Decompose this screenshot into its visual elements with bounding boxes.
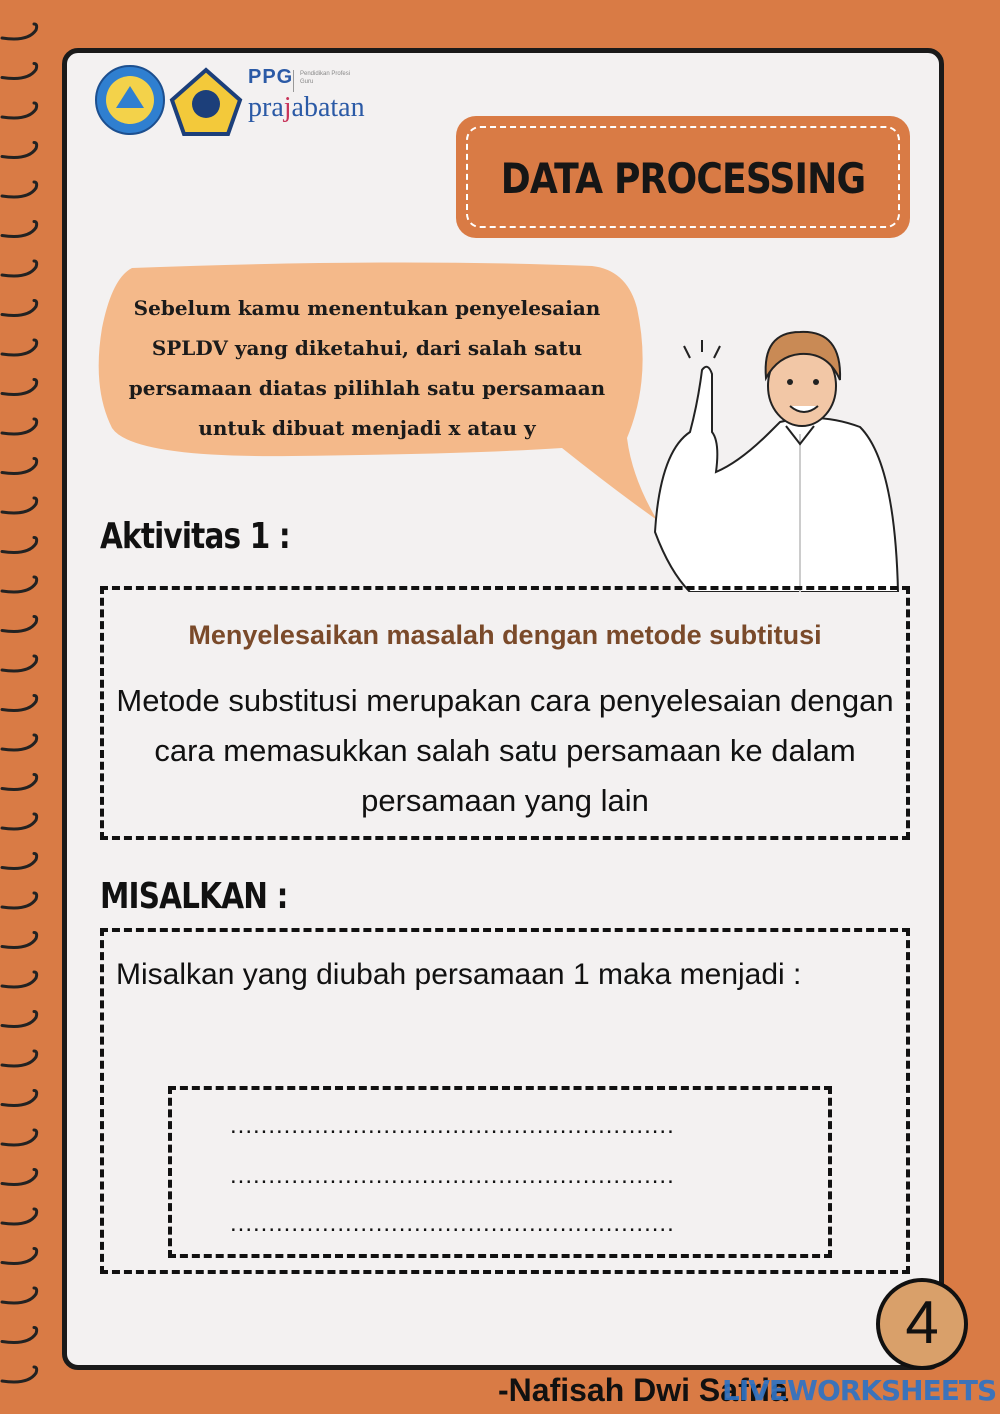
spiral-ring bbox=[2, 656, 37, 671]
spiral-ring bbox=[2, 893, 37, 908]
spiral-ring bbox=[2, 64, 37, 79]
spiral-ring bbox=[2, 577, 37, 592]
definition-title: Menyelesaikan masalah dengan metode subtitusi bbox=[188, 620, 822, 650]
ppg-logo-subtext: Pendidikan Profesi Guru bbox=[300, 71, 351, 85]
spiral-ring bbox=[2, 1051, 37, 1066]
spiral-ring bbox=[2, 261, 37, 276]
spiral-ring bbox=[2, 103, 37, 118]
spiral-ring bbox=[2, 380, 37, 395]
spiral-ring bbox=[2, 1130, 37, 1145]
spiral-ring bbox=[2, 143, 37, 158]
author-credit: -Nafisah Dwi Safria bbox=[498, 1372, 788, 1408]
liveworksheets-watermark: LIVEWORKSHEETS bbox=[722, 1374, 997, 1407]
definition-text: Metode substitusi merupakan cara penyelesaian dengan cara memasukkan salah satu persamaan ke dalam persamaan yang lain bbox=[116, 683, 894, 818]
spiral-ring bbox=[2, 222, 37, 237]
spiral-ring bbox=[2, 498, 37, 513]
spiral-ring bbox=[2, 617, 37, 632]
spiral-ring bbox=[2, 459, 37, 474]
spiral-ring bbox=[2, 1367, 37, 1382]
example-heading: MISALKAN : bbox=[100, 876, 288, 917]
spiral-ring bbox=[2, 1328, 37, 1343]
ppg-logo-text: PPG bbox=[248, 66, 294, 88]
spiral-ring bbox=[2, 1091, 37, 1106]
page-number-badge: 4 bbox=[876, 1278, 968, 1370]
spiral-ring bbox=[2, 1249, 37, 1264]
spiral-ring bbox=[2, 735, 37, 750]
spiral-ring bbox=[2, 854, 37, 869]
spiral-ring bbox=[2, 1288, 37, 1303]
answer-line[interactable]: .......................................................... bbox=[230, 1112, 675, 1139]
spiral-ring bbox=[2, 340, 37, 355]
logo-separator bbox=[293, 70, 294, 92]
spiral-ring bbox=[2, 538, 37, 553]
example-text: Misalkan yang diubah persamaan 1 maka menjadi : bbox=[116, 958, 802, 991]
spiral-ring bbox=[2, 1209, 37, 1224]
spiral-ring bbox=[2, 972, 37, 987]
definition-box bbox=[100, 586, 910, 840]
prajabatan-logo-text: prajabatan bbox=[248, 92, 365, 123]
answer-line[interactable]: .......................................................... bbox=[230, 1210, 675, 1237]
activity-heading: Aktivitas 1 : bbox=[100, 516, 290, 557]
spiral-ring bbox=[2, 182, 37, 197]
spiral-ring bbox=[2, 775, 37, 790]
title-banner bbox=[456, 116, 910, 238]
teacher-illustration bbox=[650, 322, 910, 592]
bubble-instruction: Sebelum kamu menentukan penyelesaian SPLDV yang diketahui, dari salah satu persamaan diatas pilihlah satu persamaan untuk dibuat menjadi x atau y bbox=[128, 296, 606, 440]
spiral-ring bbox=[2, 814, 37, 829]
spiral-ring bbox=[2, 24, 37, 39]
spiral-ring bbox=[2, 933, 37, 948]
page-title: DATA PROCESSING bbox=[500, 154, 866, 203]
spiral-binding bbox=[0, 18, 50, 1398]
spiral-ring bbox=[2, 419, 37, 434]
answer-line[interactable]: .......................................................... bbox=[230, 1162, 675, 1189]
answer-box[interactable] bbox=[168, 1086, 832, 1258]
spiral-ring bbox=[2, 1170, 37, 1185]
spiral-ring bbox=[2, 696, 37, 711]
spiral-ring bbox=[2, 1012, 37, 1027]
spiral-ring bbox=[2, 301, 37, 316]
